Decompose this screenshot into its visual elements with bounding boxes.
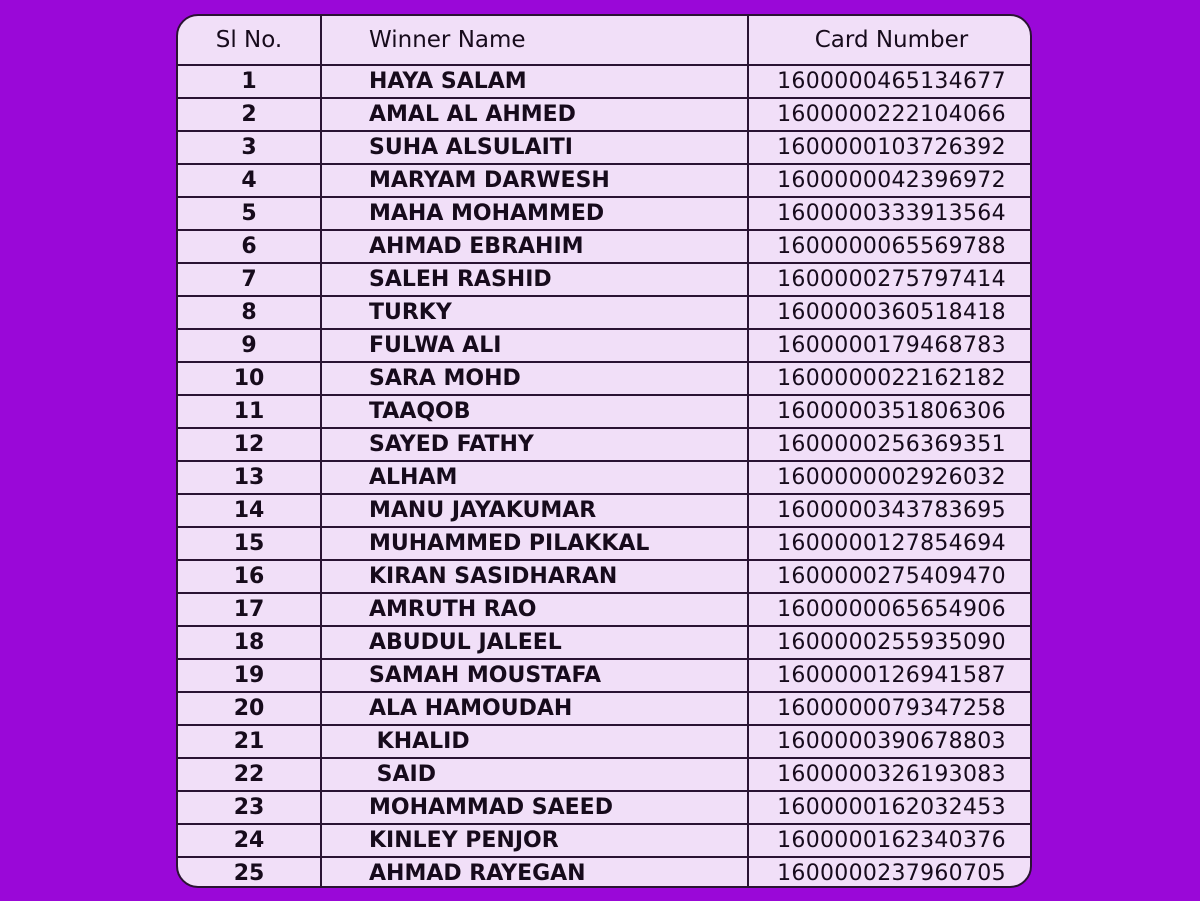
serial-number-cell: 24 [178, 824, 321, 857]
winner-name-cell: SALEH RASHID [321, 263, 748, 296]
serial-number-cell: 20 [178, 692, 321, 725]
table-row [178, 725, 1032, 758]
winner-name-cell: MANU JAYAKUMAR [321, 494, 748, 527]
serial-number-cell: 14 [178, 494, 321, 527]
table-header-row [178, 16, 1032, 65]
serial-number-cell: 13 [178, 461, 321, 494]
card-number-cell: 1600000127854694 [748, 527, 1032, 560]
table-row [178, 527, 1032, 560]
card-number-cell: 1600000126941587 [748, 659, 1032, 692]
winner-name-cell: AMAL AL AHMED [321, 98, 748, 131]
serial-number-cell: 6 [178, 230, 321, 263]
table-row [178, 626, 1032, 659]
table-row [178, 296, 1032, 329]
winner-name-cell: TURKY [321, 296, 748, 329]
winner-name-cell: KIRAN SASIDHARAN [321, 560, 748, 593]
table-row [178, 98, 1032, 131]
serial-number-cell: 25 [178, 857, 321, 888]
table-row [178, 395, 1032, 428]
winner-name-cell: KINLEY PENJOR [321, 824, 748, 857]
table-row [178, 65, 1032, 98]
card-number-cell: 1600000326193083 [748, 758, 1032, 791]
winner-name-cell: AHMAD RAYEGAN [321, 857, 748, 888]
winner-name-cell: AMRUTH RAO [321, 593, 748, 626]
table-row [178, 461, 1032, 494]
winner-name-cell: ALHAM [321, 461, 748, 494]
winners-table [178, 16, 1032, 888]
card-number-cell: 1600000162032453 [748, 791, 1032, 824]
table-row [178, 857, 1032, 888]
serial-number-cell: 2 [178, 98, 321, 131]
table-row [178, 560, 1032, 593]
serial-number-cell: 10 [178, 362, 321, 395]
serial-number-cell: 19 [178, 659, 321, 692]
card-number-cell: 1600000255935090 [748, 626, 1032, 659]
winner-name-cell: ALA HAMOUDAH [321, 692, 748, 725]
winner-name-cell: FULWA ALI [321, 329, 748, 362]
table-row [178, 164, 1032, 197]
card-number-cell: 1600000333913564 [748, 197, 1032, 230]
card-number-cell: 1600000179468783 [748, 329, 1032, 362]
card-number-cell: 1600000042396972 [748, 164, 1032, 197]
table-row [178, 230, 1032, 263]
serial-number-cell: 7 [178, 263, 321, 296]
serial-number-cell: 11 [178, 395, 321, 428]
card-number-cell: 1600000237960705 [748, 857, 1032, 888]
table-row [178, 758, 1032, 791]
winner-name-cell: MUHAMMED PILAKKAL [321, 527, 748, 560]
serial-number-cell: 3 [178, 131, 321, 164]
card-number-cell: 1600000390678803 [748, 725, 1032, 758]
winner-name-cell: SUHA ALSULAITI [321, 131, 748, 164]
card-number-cell: 1600000065654906 [748, 593, 1032, 626]
winner-name-cell: ABUDUL JALEEL [321, 626, 748, 659]
table-row [178, 329, 1032, 362]
card-number-cell: 1600000022162182 [748, 362, 1032, 395]
serial-number-cell: 16 [178, 560, 321, 593]
table-row [178, 659, 1032, 692]
card-number-cell: 1600000162340376 [748, 824, 1032, 857]
winner-name-cell: AHMAD EBRAHIM [321, 230, 748, 263]
card-number-cell: 1600000351806306 [748, 395, 1032, 428]
serial-number-cell: 18 [178, 626, 321, 659]
card-number-cell: 1600000065569788 [748, 230, 1032, 263]
winners-card [176, 14, 1032, 888]
winner-name-cell: MOHAMMAD SAEED [321, 791, 748, 824]
card-number-cell: 1600000275409470 [748, 560, 1032, 593]
column-header-sl-no: Sl No. [178, 16, 321, 65]
card-number-cell: 1600000222104066 [748, 98, 1032, 131]
winner-name-cell: HAYA SALAM [321, 65, 748, 98]
card-number-cell: 1600000103726392 [748, 131, 1032, 164]
winner-name-cell: TAAQOB [321, 395, 748, 428]
table-row [178, 692, 1032, 725]
column-header-winner-name: Winner Name [321, 16, 748, 65]
serial-number-cell: 17 [178, 593, 321, 626]
card-number-cell: 1600000002926032 [748, 461, 1032, 494]
winner-rows [178, 65, 1032, 888]
table-row [178, 428, 1032, 461]
table-row [178, 197, 1032, 230]
card-number-cell: 1600000275797414 [748, 263, 1032, 296]
winner-name-cell: MAHA MOHAMMED [321, 197, 748, 230]
card-number-cell: 1600000360518418 [748, 296, 1032, 329]
table-row [178, 263, 1032, 296]
serial-number-cell: 8 [178, 296, 321, 329]
table-row [178, 362, 1032, 395]
table-row [178, 131, 1032, 164]
serial-number-cell: 22 [178, 758, 321, 791]
card-number-cell: 1600000079347258 [748, 692, 1032, 725]
winner-name-cell: KHALID [321, 725, 748, 758]
table-row [178, 593, 1032, 626]
column-header-card-number: Card Number [748, 16, 1032, 65]
winner-name-cell: SAYED FATHY [321, 428, 748, 461]
serial-number-cell: 1 [178, 65, 321, 98]
serial-number-cell: 21 [178, 725, 321, 758]
serial-number-cell: 4 [178, 164, 321, 197]
serial-number-cell: 12 [178, 428, 321, 461]
winner-name-cell: SARA MOHD [321, 362, 748, 395]
table-row [178, 494, 1032, 527]
serial-number-cell: 5 [178, 197, 321, 230]
table-row [178, 791, 1032, 824]
winner-name-cell: SAID [321, 758, 748, 791]
card-number-cell: 1600000256369351 [748, 428, 1032, 461]
card-number-cell: 1600000343783695 [748, 494, 1032, 527]
winner-name-cell: SAMAH MOUSTAFA [321, 659, 748, 692]
card-number-cell: 1600000465134677 [748, 65, 1032, 98]
serial-number-cell: 9 [178, 329, 321, 362]
serial-number-cell: 23 [178, 791, 321, 824]
serial-number-cell: 15 [178, 527, 321, 560]
table-row [178, 824, 1032, 857]
winner-name-cell: MARYAM DARWESH [321, 164, 748, 197]
